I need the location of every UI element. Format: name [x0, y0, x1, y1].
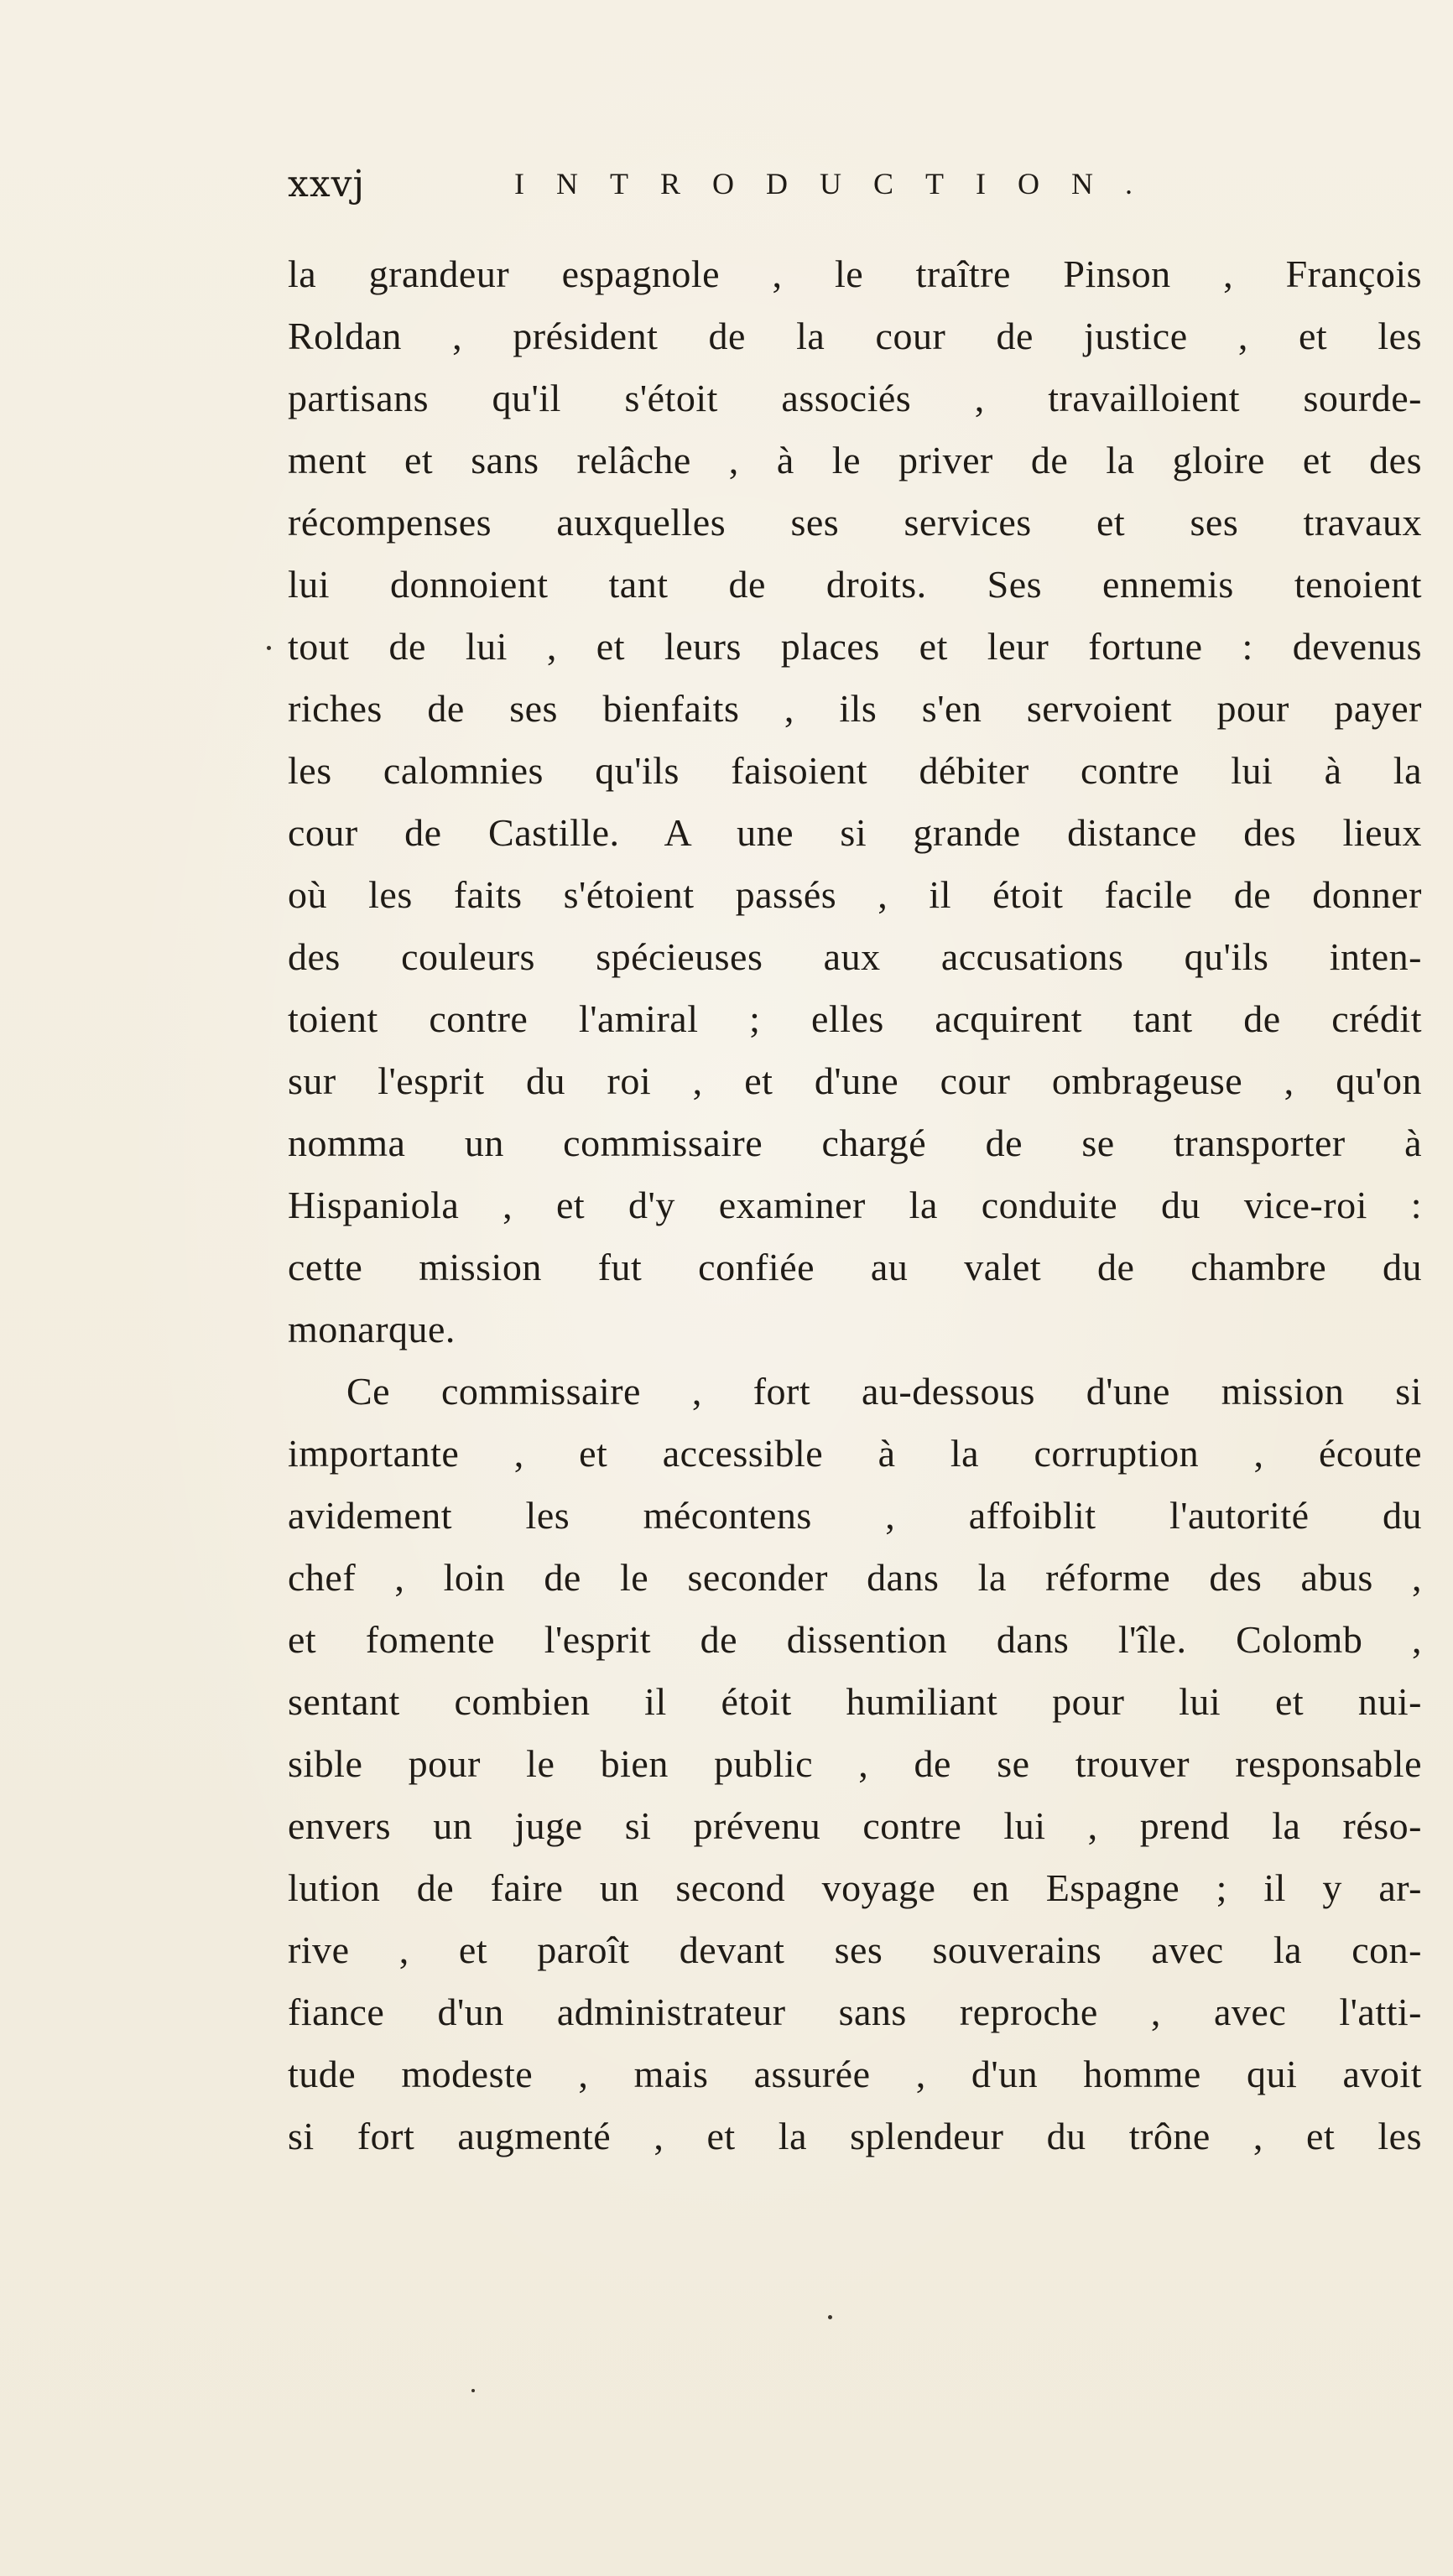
text-line: avidement les mécontens , affoiblit l'autorité du [288, 1494, 1422, 1537]
text-line: la grandeur espagnole , le traître Pinson , François [288, 252, 1422, 295]
ink-speck [471, 2389, 475, 2392]
text-line: sur l'esprit du roi , et d'une cour ombrageuse , qu'on [288, 1059, 1422, 1102]
text-line: Hispaniola , et d'y examiner la conduite du vice-roi : [288, 1184, 1422, 1226]
text-line: Ce commissaire , fort au-dessous d'une mission si [346, 1370, 1422, 1413]
text-line: récompenses auxquelles ses services et ses travaux [288, 501, 1422, 544]
text-line: cour de Castille. A une si grande distance des lieux [288, 811, 1422, 854]
text-line: lui donnoient tant de droits. Ses ennemis tenoient [288, 563, 1422, 606]
text-line: sible pour le bien public , de se trouver responsable [288, 1742, 1422, 1785]
text-line: ment et sans relâche , à le priver de la gloire et des [288, 439, 1422, 481]
text-line: tude modeste , mais assurée , d'un homme qui avoit [288, 2053, 1422, 2095]
text-line: monarque. [288, 1308, 456, 1350]
text-line: cette mission fut confiée au valet de chambre du [288, 1246, 1422, 1288]
text-line: envers un juge si prévenu contre lui , prend la réso- [288, 1804, 1422, 1847]
ink-speck [267, 646, 271, 650]
text-line: et fomente l'esprit de dissention dans l'île. Colomb , [288, 1618, 1422, 1661]
text-line: nomma un commissaire chargé de se transporter à [288, 1121, 1422, 1164]
text-line: Roldan , président de la cour de justice , et les [288, 315, 1422, 357]
text-line: les calomnies qu'ils faisoient débiter contre lui à la [288, 749, 1422, 792]
text-line: importante , et accessible à la corruption , écoute [288, 1432, 1422, 1475]
ink-speck [828, 2315, 832, 2319]
text-line: partisans qu'il s'étoit associés , travailloient sourde- [288, 377, 1422, 419]
text-line: sentant combien il étoit humiliant pour lui et nui- [288, 1680, 1422, 1723]
text-line: lution de faire un second voyage en Espagne ; il y ar- [288, 1866, 1422, 1909]
text-line: des couleurs spécieuses aux accusations qu'ils inten- [288, 935, 1422, 978]
text-line: tout de lui , et leurs places et leur fortune : devenus [288, 625, 1422, 668]
page-header [288, 163, 1177, 213]
text-line: chef , loin de le seconder dans la réforme des abus , [288, 1556, 1422, 1599]
page-number: xxvj [288, 163, 366, 206]
text-line: riches de ses bienfaits , ils s'en servoient pour payer [288, 687, 1422, 730]
text-line: où les faits s'étoient passés , il étoit facile de donner [288, 873, 1422, 916]
text-line: rive , et paroît devant ses souverains avec la con- [288, 1928, 1422, 1971]
body-text [288, 243, 1422, 2167]
text-line: si fort augmenté , et la splendeur du trône , et les [288, 2115, 1422, 2157]
text-line: toient contre l'amiral ; elles acquirent tant de crédit [288, 997, 1422, 1040]
running-head: INTRODUCTION. [514, 167, 1164, 200]
text-line: fiance d'un administrateur sans reproche , avec l'atti- [288, 1991, 1422, 2033]
